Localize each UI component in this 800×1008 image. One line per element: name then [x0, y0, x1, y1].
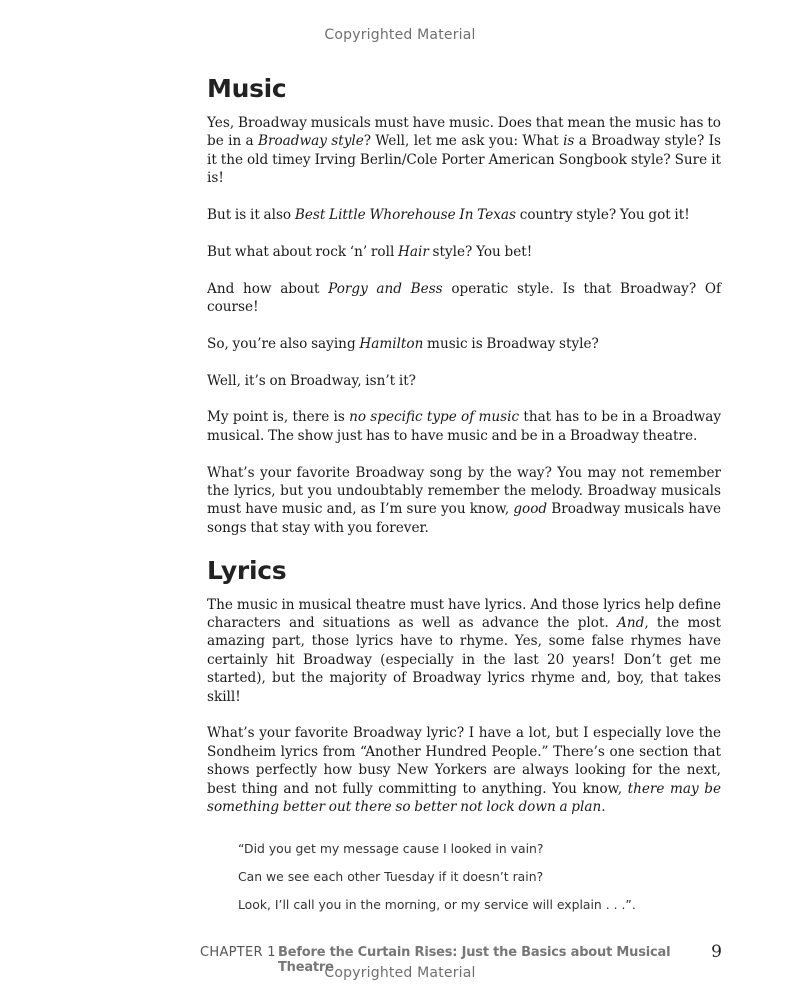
italic-text: Hamilton — [359, 335, 424, 352]
text-run: So, you’re also saying — [207, 335, 360, 352]
text-run: What’s your favorite Broadway song by the way? You may not remember the lyrics, but you undoubtably remember the melody. Broadway musicals must have music and, as I’m sure you know, — [207, 464, 721, 518]
body-paragraph — [207, 206, 721, 224]
text-run: And how about — [207, 280, 329, 297]
text-run: What’s your favorite Broadway lyric? I have a lot, but I especially love the Sondheim lyrics from “Another Hundred People.” There’s one section that shows perfectly how busy New Yorkers are always looking for the next, best thing and not fully committing to anything. You know, — [207, 725, 721, 797]
text-run: operatic style. Is that Broadway? Of course! — [207, 280, 721, 316]
page-number: 9 — [711, 942, 722, 962]
body-paragraph — [207, 280, 721, 317]
text-run: Well, it’s on Broadway, isn’t it? — [207, 372, 416, 389]
text-run: a Broadway style? Is it the old timey Irving Berlin/Cole Porter American Songbook style? Sure it is! — [207, 133, 721, 187]
body-paragraph — [207, 335, 721, 353]
italic-text: is — [563, 133, 575, 150]
text-run: But is it also — [207, 207, 295, 224]
italic-text: Best Little Whorehouse In Texas — [294, 207, 516, 224]
italic-text: no specific type of music — [349, 409, 520, 426]
italic-text: good — [513, 501, 548, 518]
quote-line: Look, I’ll call you in the morning, or my service will explain . . .”. — [238, 896, 636, 912]
watermark-top: Copyrighted Material — [324, 27, 476, 43]
text-run: , the most amazing part, those lyrics have to rhyme. Yes, some false rhymes have certainly hit Broadway (especially in the last 20 years! Don’t get me started), but the majority of Broadway lyrics rhyme and, boy, that takes skill! — [207, 615, 721, 705]
text-run: Broadway musicals have songs that stay with you forever. — [207, 501, 721, 536]
chapter-label: CHAPTER 1 — [200, 945, 276, 960]
body-paragraph — [207, 724, 721, 816]
italic-text: Porgy and Bess — [328, 280, 443, 297]
italic-text: And — [617, 615, 645, 632]
text-run: My point is, there is — [207, 409, 350, 426]
text-run: The music in musical theatre must have lyrics. And those lyrics help define characters and situations as well as advance the plot. — [207, 596, 721, 632]
italic-text: Broadway style — [258, 133, 364, 150]
body-paragraph — [207, 114, 721, 188]
text-run: ? Well, let me ask you: What — [363, 133, 564, 150]
text-run: music is Broadway style? — [423, 335, 599, 352]
quote-line: Can we see each other Tuesday if it doesn’t rain? — [238, 868, 544, 884]
lyrics-paragraphs — [207, 596, 721, 817]
watermark-bottom: Copyrighted Material — [324, 965, 476, 981]
chapter-title: Before the Curtain Rises: Just the Basics about Musical Theatre — [278, 945, 671, 975]
quote-line: “Did you get my message cause I looked in vain? — [238, 840, 544, 856]
text-run: that has to be in a Broadway musical. The show just has to have music and be in a Broadway theatre. — [207, 409, 722, 444]
body-paragraph — [207, 596, 721, 706]
body-paragraph — [207, 464, 721, 538]
page-content — [207, 74, 721, 919]
lyric-quote — [238, 835, 721, 919]
body-paragraph — [207, 372, 721, 390]
body-paragraph — [207, 408, 721, 445]
text-run: style? You bet! — [428, 243, 533, 260]
music-paragraphs — [207, 114, 721, 537]
text-run: But what about rock ‘n’ roll — [207, 243, 399, 260]
text-run: country style? You got it! — [516, 207, 690, 224]
body-paragraph — [207, 243, 721, 261]
section-heading-music: Music — [207, 74, 287, 103]
italic-text: there may be something better out there so better not lock down a plan — [207, 780, 722, 816]
italic-text: Hair — [398, 243, 429, 260]
section-heading-lyrics: Lyrics — [207, 555, 287, 585]
text-run: Yes, Broadway musicals must have music. Does that mean the music has to be in a — [207, 115, 721, 150]
text-run: . — [601, 799, 606, 816]
